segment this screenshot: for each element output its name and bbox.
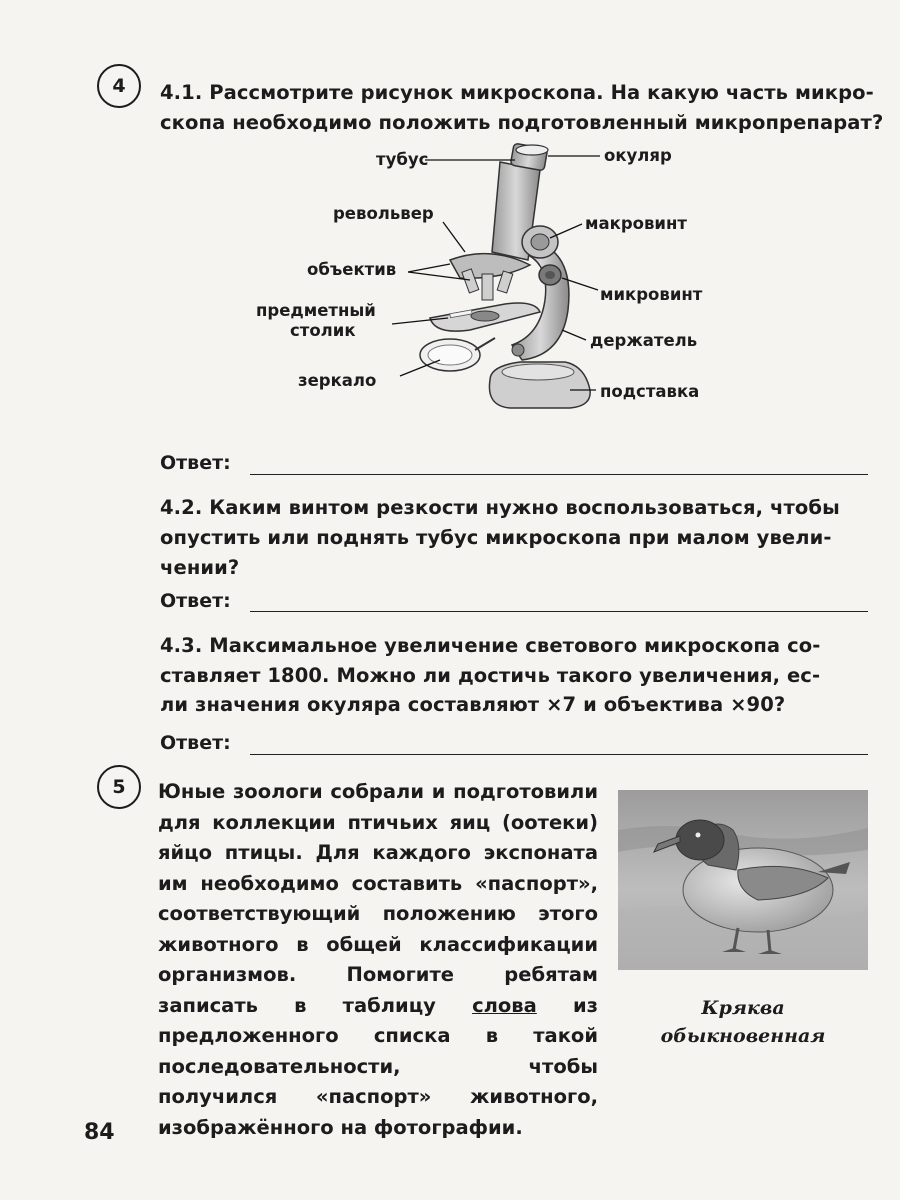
question-4-3-line-3: ли значения окуляра составляют ×7 и объектива ×90? xyxy=(160,693,786,716)
task-5-text-after: из предложенного списка в такой последовательности, чтобы получился «паспорт» животного, изображённого на фотографии. xyxy=(158,993,598,1139)
page-number: 84 xyxy=(84,1120,115,1145)
question-4-1-line-2: скопа необходимо положить подготовленный микропрепарат? xyxy=(160,111,884,134)
label-stolik-line-1: предметный xyxy=(256,301,376,320)
task-number-5: 5 xyxy=(97,765,141,809)
question-4-3-line-1: 4.3. Максимальное увеличение светового микроскопа со- xyxy=(160,634,821,657)
task-5-text xyxy=(158,777,598,1143)
answer-line-4-2[interactable] xyxy=(250,611,868,612)
photo-caption-line-2: обыкновенная xyxy=(660,1025,826,1047)
question-4-2-line-3: чении? xyxy=(160,556,240,579)
label-makrovint: макровинт xyxy=(585,214,687,233)
task-number-4: 4 xyxy=(97,64,141,108)
photo-caption xyxy=(618,994,868,1050)
label-obektiv: объектив xyxy=(307,260,397,279)
answer-line-4-1[interactable] xyxy=(250,474,868,475)
answer-line-4-3[interactable] xyxy=(250,754,868,755)
answer-label-4-3: Ответ: xyxy=(160,732,231,754)
task-5-text-before: Юные зоологи собрали и подготовили для коллекции птичьих яиц (оотеки) яйцо птицы. Для каждого экспоната им необходимо составить «паспорт», соответствующий положению этого животного в общей классификации организмов. Помогите ребятам записать в таблицу xyxy=(158,780,598,1017)
photo-caption-line-1: Кряква xyxy=(701,997,785,1019)
label-mikrovint: микровинт xyxy=(600,285,703,304)
label-zerkalo: зеркало xyxy=(298,371,377,390)
task-5-underlined-word: слова xyxy=(472,993,537,1017)
label-podstavka: подставка xyxy=(600,382,700,401)
question-4-2-line-1: 4.2. Каким винтом резкости нужно воспользоваться, чтобы xyxy=(160,496,840,519)
duck-photo xyxy=(618,790,868,970)
label-derzhatel: держатель xyxy=(590,331,698,350)
label-okular: окуляр xyxy=(604,146,672,165)
answer-label-4-2: Ответ: xyxy=(160,590,231,612)
answer-label-4-1: Ответ: xyxy=(160,452,231,474)
question-4-2-line-2: опустить или поднять тубус микроскопа при малом увели- xyxy=(160,526,832,549)
label-revolver: револьвер xyxy=(333,204,434,223)
question-4-1-line-1: 4.1. Рассмотрите рисунок микроскопа. На какую часть микро- xyxy=(160,81,874,104)
label-tubus: тубус xyxy=(376,150,429,169)
question-4-3-line-2: ставляет 1800. Можно ли достичь такого увеличения, ес- xyxy=(160,664,821,687)
label-stolik-line-2: столик xyxy=(290,321,356,340)
